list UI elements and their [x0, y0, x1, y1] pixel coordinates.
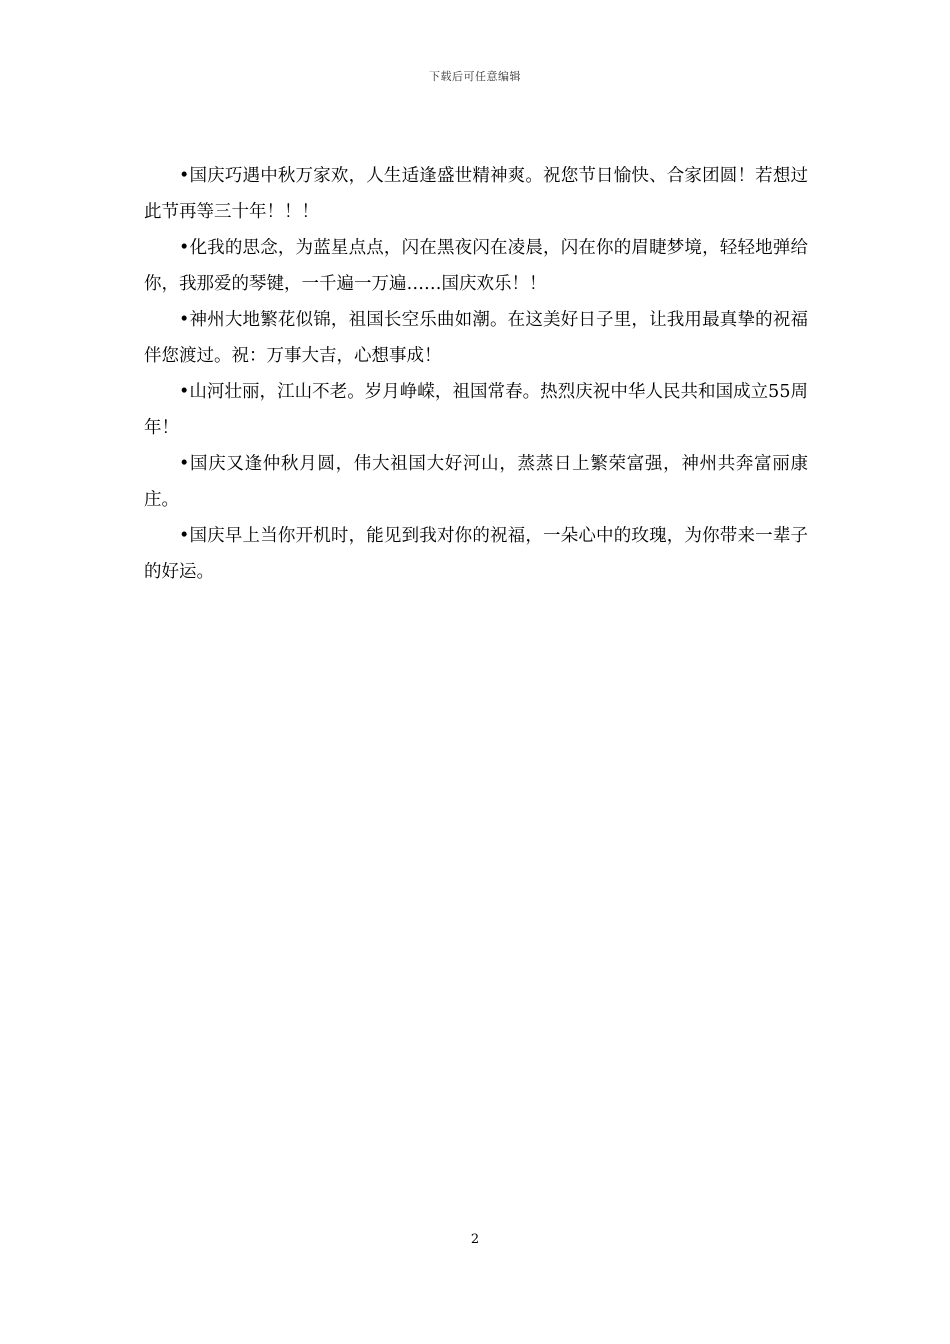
paragraph: •国庆巧遇中秋万家欢，人生适逢盛世精神爽。祝您节日愉快、合家团圆！若想过此节再等三十年！！！ [144, 166, 808, 222]
paragraph: •神州大地繁花似锦，祖国长空乐曲如潮。在这美好日子里，让我用最真挚的祝福伴您渡过。祝：万事大吉，心想事成！ [144, 310, 808, 366]
page-header: 下载后可任意编辑 [429, 70, 521, 83]
page-number: 2 [470, 1232, 480, 1247]
paragraph: •化我的思念，为蓝星点点，闪在黑夜闪在凌晨，闪在你的眉睫梦境，轻轻地弹给你，我那爱的琴键，一千遍一万遍……国庆欢乐！！ [144, 238, 808, 294]
paragraph: •山河壮丽，江山不老。岁月峥嵘，祖国常春。热烈庆祝中华人民共和国成立55周年！ [144, 382, 808, 438]
paragraph: •国庆又逢仲秋月圆，伟大祖国大好河山，蒸蒸日上繁荣富强，神州共奔富丽康庄。 [144, 454, 808, 510]
paragraph: •国庆早上当你开机时，能见到我对你的祝福，一朵心中的玫瑰，为你带来一辈子的好运。 [144, 526, 808, 582]
document-body [144, 158, 808, 590]
